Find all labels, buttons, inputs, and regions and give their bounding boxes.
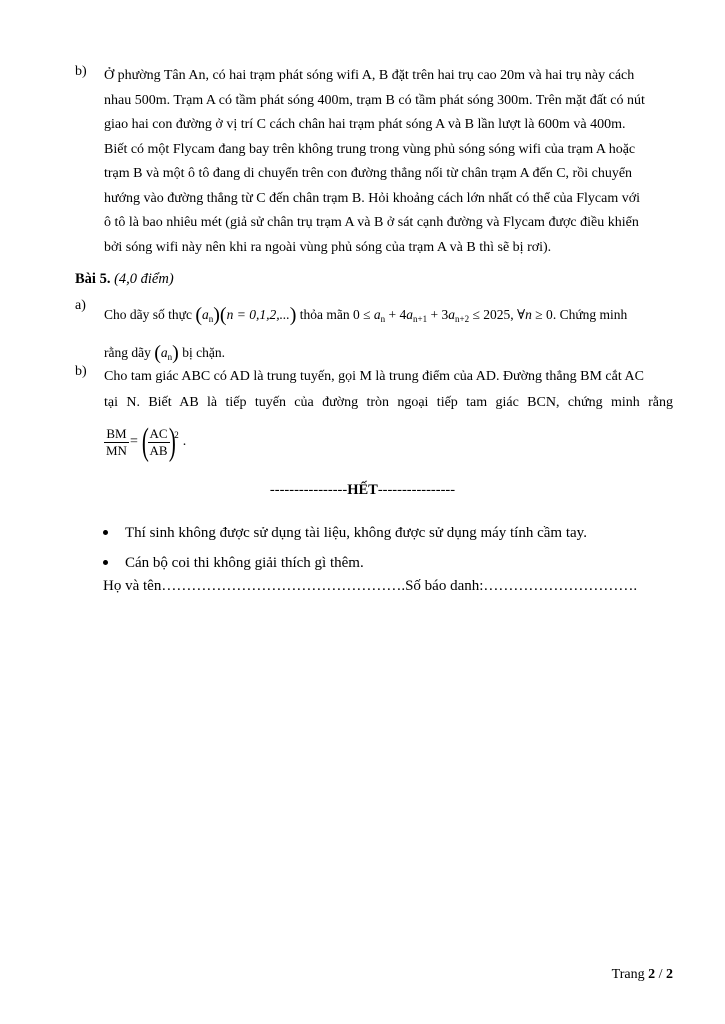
problem-5b-line: Cho tam giác ABC có AD là trung tuyến, gọi M là trung điểm của AD. Đường thẳng BM cắt AC: [104, 369, 644, 384]
note-item: Thí sinh không được sử dụng tài liệu, không được sử dụng máy tính cầm tay.: [103, 520, 587, 550]
sequence-notation: $(a_n)$: [154, 342, 179, 364]
problem-5b-label: b): [75, 364, 87, 379]
bullet-icon: [103, 530, 108, 535]
problem-5a-text: [104, 298, 673, 374]
text-segment: bị chặn.: [182, 345, 225, 360]
section-title: Bài 5.: [75, 271, 111, 287]
name-blank: ………………………………………….: [161, 578, 406, 594]
problem-4b-label: b): [75, 64, 87, 79]
problem-4b-line: nhau 500m. Trạm A có tầm phát sóng 400m, trạm B có tầm phát sóng 300m. Trên mặt đất có nút: [104, 92, 645, 108]
problem-4b-line: hướng vào đường thẳng từ C đến chân trạm B. Hỏi khoảng cách lớn nhất có thể của Flycam với: [104, 190, 641, 206]
note-item: Cán bộ coi thi không giải thích gì thêm.: [103, 550, 587, 580]
candidate-info-line: [103, 578, 637, 595]
section-title-bai5: [75, 267, 174, 291]
text-segment: thỏa mãn: [299, 307, 350, 322]
problem-5b-line: tại N. Biết AB là tiếp tuyến của đường tròn ngoại tiếp tam giác BCN, chứng minh rằng: [104, 395, 673, 410]
page-number: Trang 2 / 2: [611, 967, 673, 982]
problem-4b-line: trạm B và một ô tô đang di chuyển trên con đường thẳng nối từ chân trạm A đến C, rồi chuyển: [104, 166, 633, 181]
fraction-ac-ab: $\frac{AC}{AB}$: [149, 425, 168, 458]
text-segment: Cho dãy số thực: [104, 307, 192, 322]
problem-5a-label: a): [75, 298, 86, 313]
sbd-label: Số báo danh:: [405, 578, 484, 594]
problem-4b-line: Biết có một Flycam đang bay trên không trung trong vùng phủ sóng sóng wifi của trạm A hoặc: [104, 141, 636, 157]
problem-4b: [75, 64, 673, 260]
bullet-icon: [103, 560, 108, 565]
inequality: $0 \le a_n + 4a_{n+1} + 3a_{n+2} \le 2025$, ∀n ≥ 0: [353, 307, 553, 324]
exponent: 2: [174, 430, 179, 440]
formula: $\frac{BM}{MN}$ = ( $\frac{AC}{AB}$ ) 2 .: [106, 421, 187, 463]
name-label: Họ và tên: [103, 578, 162, 594]
sbd-blank: ………………………….: [483, 578, 638, 594]
sequence-notation: $(a_n)(n = 0,1,2,...)$: [195, 304, 297, 326]
notes-list: [103, 520, 587, 580]
text-segment: rằng dãy: [104, 345, 151, 360]
problem-5b: [75, 364, 673, 464]
problem-4b-line: bởi sóng wifi này nên khi ra ngoài vùng phủ sóng của trạm A và B thì sẽ bị rơi).: [104, 239, 552, 255]
problem-4b-line: ô tô là bao nhiêu mét (giả sử chân trụ trạm A và B ở sát cạnh đường và Flycam được điều khiển: [104, 215, 639, 230]
problem-4b-line: Ở phường Tân An, có hai trạm phát sóng wifi A, B đặt trên hai trụ cao 20m và hai trụ này cách: [104, 68, 635, 83]
text-segment: . Chứng minh: [552, 307, 628, 322]
problem-5b-text: [104, 364, 673, 464]
end-marker: ----------------HẾT----------------: [269, 482, 456, 498]
fraction-bm-mn: $\frac{BM}{MN}$: [106, 425, 127, 458]
problem-5a: [75, 298, 673, 374]
section-points: (4,0 điểm): [114, 271, 174, 287]
problem-4b-line: giao hai con đường ở vị trí C cách chân hai trạm phát sóng A và B lần lượt là 600m và 400m.: [104, 117, 626, 132]
problem-4b-text: [104, 64, 673, 260]
